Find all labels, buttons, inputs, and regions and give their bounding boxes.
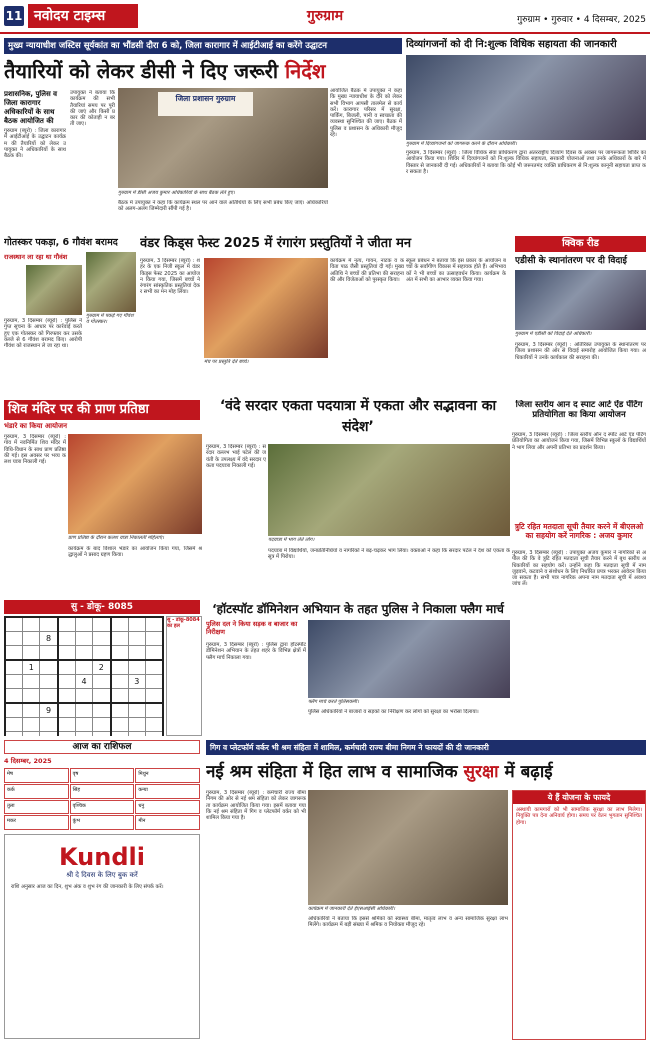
lead-side-title: प्रशासनिक, पुलिस व जिला कारागार अधिकारियों के साथ बैठक आयोजित की <box>4 90 58 125</box>
lead-body-col1: उपायुक्त ने बताया कि कार्यक्रम की सभी तैयारियां समय पर पूरी की जाएं और किसी प्रकार की कोताही न बरती जाए। <box>70 90 115 128</box>
sudoku-cell <box>75 632 92 646</box>
sudoku-cell <box>145 675 163 689</box>
sudoku-cell <box>128 632 145 646</box>
sudoku-cell <box>128 703 145 718</box>
sudoku-cell: 1 <box>23 660 40 675</box>
sudoku-cell <box>145 632 163 646</box>
sudoku-cell: 9 <box>40 703 58 718</box>
hotspot-headline: ‘हॉटस्पॉट डॉमिनेशन अभियान के तहत पुलिस ने निकाला फ्लैग मार्च <box>212 602 504 616</box>
painting-headline: जिला स्तरीय आन द स्पाट आर्ट ऐंड पेंटिंग प्रतियोगिता का किया आयोजन <box>515 400 643 420</box>
lead-headline-part1: तैयारियों को लेकर डीसी ने दिए जरूरी <box>4 59 279 83</box>
sudoku-cell <box>40 660 58 675</box>
cow-body: गुरुग्राम, 3 दिसम्बर (ब्यूरो) : पुलिस ने गुप्त सूचना के आधार पर कार्रवाई करते हुए एक गोतस्कर को गिरफ्तार कर उसके कब्जे से 6 गौवंश बरामद किए। आरोपी गौवंश को राजस्थान ले जा रहा था। <box>4 318 82 350</box>
sudoku-cell <box>23 646 40 661</box>
shram-box-title: ये हैं योजना के फायदे <box>513 791 645 804</box>
sudoku-cell <box>5 718 23 732</box>
sudoku-row <box>5 632 163 646</box>
sudoku-cell <box>145 646 163 661</box>
rashi-sign: मकर <box>4 815 69 830</box>
shiv-subhead: भंडारे का किया आयोजन <box>4 422 68 430</box>
page-number: 11 <box>4 6 24 26</box>
sudoku-row <box>5 689 163 704</box>
sudoku-row <box>5 617 163 632</box>
sudoku-cell <box>93 617 111 632</box>
sudoku-cell <box>75 703 92 718</box>
wonderkids-body-right: स्कूल प्रबंधन ने बताया कि इस प्रकार के आयोजन बच्चों के सर्वांगीण विकास में सहायक होते हैं। अभिभावकों ने भी बच्चों का उत्साहवर्धन किया। कार्यक्रम के अंत में सभी का आभार व्यक्त किया गया। <box>406 258 506 283</box>
cow-subhead: राजस्थान ला रहा था गौवंश <box>4 253 68 261</box>
sudoku-cell <box>23 732 40 737</box>
sudoku-table <box>4 616 164 736</box>
sudoku-cell <box>93 718 111 732</box>
sudoku-cell <box>5 689 23 704</box>
cow-photo <box>86 252 136 312</box>
sudoku-cell <box>5 732 23 737</box>
hotspot-photo <box>308 620 510 698</box>
sudoku-cell <box>111 732 129 737</box>
sudoku-row <box>5 675 163 689</box>
lead-side-column <box>4 90 66 185</box>
sudoku-cell <box>128 718 145 732</box>
hotspot-body-right: पुलिस अधिकारियों ने बाजारों व सड़कों का निरीक्षण कर लोगों को सुरक्षा का भरोसा दिलाया। <box>308 709 479 715</box>
sudoku-cell <box>58 632 76 646</box>
sudoku-cell <box>58 660 76 675</box>
shram-headline-highlight: सुरक्षा <box>463 762 499 782</box>
sudoku-cell <box>5 703 23 718</box>
rashi-sign: कर्क <box>4 784 69 799</box>
sudoku-cell <box>23 632 40 646</box>
sudoku-cell <box>145 703 163 718</box>
vande-body-right: पदयात्रा में विद्यार्थियों, जनप्रतिनिधियों व नागरिकों ने बढ़-चढ़कर भाग लिया। वक्ताओं ने कहा कि सरदार पटेल ने देश को एकता के सूत्र में पिरोया। <box>268 548 510 561</box>
kundli-ad <box>4 834 200 1039</box>
sudoku-row <box>5 703 163 718</box>
rashi-sign: कुंभ <box>70 815 135 830</box>
sudoku-cell <box>40 646 58 661</box>
voter-headline: त्रुटि रहित मतदाता सूची तैयार करने में बीएलओ का सहयोग करें नागरिक : अजय कुमार <box>514 522 644 540</box>
rashi-sign: धनु <box>135 800 200 815</box>
sudoku-cell <box>145 718 163 732</box>
painting-body: गुरुग्राम, 3 दिसम्बर (ब्यूरो) : जिला स्तरीय ऑन द स्पॉट आर्ट एंड पेंटिंग प्रतियोगिता का आयोजन किया गया, जिसमें विभिन्न स्कूलों के विद्यार्थियों ने भाग लिया और अपनी प्रतिभा का प्रदर्शन किया। <box>512 432 646 451</box>
rashi-sign: वृश्चिक <box>70 800 135 815</box>
sudoku-row <box>5 646 163 661</box>
sudoku-cell <box>58 732 76 737</box>
rashi-sign: मिथुन <box>135 768 200 783</box>
sudoku-cell: 2 <box>93 660 111 675</box>
rashifal-date: 4 दिसम्बर, 2025 <box>4 757 52 765</box>
hotspot-body-left: गुरुग्राम, 3 दिसम्बर (ब्यूरो) : पुलिस द्वारा हॉटस्पॉट डॉमिनेशन अभियान के तहत शहर के विभिन्न क्षेत्रों में फ्लैग मार्च निकाला गया। <box>206 642 306 661</box>
sudoku-cell <box>75 718 92 732</box>
lead-photo-banner: जिला प्रशासन गुरुग्राम <box>158 92 253 116</box>
lead-body-right: आयोजित बैठक में उपायुक्त ने कहा कि मुख्य न्यायाधीश के दौरे को लेकर सभी विभाग आपसी तालमेल से कार्य करें। कारागार परिसर में सुरक्षा, पार्किंग, बिजली, पानी व स्वच्छता की व्यवस्था सुनिश्चित की जाए। बैठक में पुलिस व प्रशासन के अधिकारी मौजूद रहे। <box>330 88 402 139</box>
quickread-body: गुरुग्राम, 3 दिसम्बर (ब्यूरो) : अतिरिक्त उपायुक्त के स्थानांतरण पर जिला प्रशासन की ओर से विदाई समारोह आयोजित किया गया। अधिकारियों ने उनके कार्यकाल की सराहना की। <box>515 342 646 361</box>
sudoku-cell <box>23 718 40 732</box>
sudoku-cell <box>40 675 58 689</box>
divyang-body: गुरुग्राम, 3 दिसम्बर (ब्यूरो) : जिला विधिक सेवा प्राधिकरण द्वारा अंतरराष्ट्रीय दिव्यांग दिवस के अवसर पर जागरूकता शिविर का आयोजन किया गया। शिविर में दिव्यांगजनों को नि:शुल्क विधिक सहायता, सरकारी योजनाओं तथा उनके अधिकारों के बारे में विस्तार से जानकारी दी गई। अधिकारियों ने बताया कि कोई भी जरूरतमंद व्यक्ति प्राधिकरण से नि:शुल्क कानूनी सहायता प्राप्त कर सकता है। <box>406 150 646 175</box>
shram-box-body: अस्थायी कामगारों को भी सामाजिक सुरक्षा का लाभ मिलेगा। नियुक्ति पत्र देना अनिवार्य होगा। समय पर वेतन भुगतान सुनिश्चित होगा। <box>516 807 642 826</box>
divyang-headline: दिव्यांगजनों को दी नि:शुल्क विधिक सहायता की जानकारी <box>406 39 617 50</box>
sudoku-cell <box>93 675 111 689</box>
rashifal-title: आज का राशिफल <box>4 740 200 754</box>
sudoku-cell <box>58 617 76 632</box>
sudoku-cell <box>145 732 163 737</box>
sudoku-cell <box>23 703 40 718</box>
sudoku-cell <box>145 689 163 704</box>
wonderkids-body-mid: कार्यक्रम में नृत्य, गायन, नाटक व कविता पाठ जैसी प्रस्तुतियां दी गईं। मुख्य अतिथि ने बच्चों की प्रतिभा की सराहना की और विजेताओं को पुरस्कृत किया। <box>330 258 404 283</box>
sudoku-cell <box>111 718 129 732</box>
kundli-tagline: श्री दे दिवस के लिए बुक करें <box>66 871 138 879</box>
sudoku-cell <box>128 732 145 737</box>
sudoku-cell: 8 <box>40 632 58 646</box>
sudoku-cell: 3 <box>128 675 145 689</box>
sudoku-cell <box>58 689 76 704</box>
rashi-sign: मेष <box>4 768 69 783</box>
sudoku-answer <box>166 616 202 736</box>
sudoku-cell <box>111 660 129 675</box>
divyang-caption: गुरुग्राम में दिव्यांगजनों को जागरूक करने के दौरान अधिकारी। <box>406 141 517 147</box>
sudoku-cell <box>111 617 129 632</box>
rashi-sign: मीन <box>135 815 200 830</box>
sudoku-cell <box>93 646 111 661</box>
vande-caption: पदयात्रा में भाग लेते लोग। <box>268 537 315 543</box>
wonderkids-headline: वंडर किड्स फेस्ट 2025 में रंगारंग प्रस्तुतियों ने जीता मन <box>140 236 412 251</box>
vande-photo <box>268 444 510 536</box>
rashi-sign: कन्या <box>135 784 200 799</box>
kundli-body: राशि अनुसार आज का दिन, शुभ अंक व शुभ रंग की जानकारी के लिए संपर्क करें। <box>11 884 164 890</box>
sudoku-cell <box>75 646 92 661</box>
shram-photo <box>308 790 508 905</box>
shram-headline <box>206 758 646 786</box>
dateline: गुरुग्राम • गुरुवार • 4 दिसम्बर, 2025 <box>517 15 646 25</box>
shram-caption: कार्यक्रम में जानकारी देते ईएसआईसी अधिकारी। <box>308 906 395 912</box>
strip-headline: मुख्य न्यायाधीश जस्टिस सूर्यकांत का भौंडसी दौरा 6 को, जिला कारागार में आईटीआई का करेंगे उद्घाटन <box>4 38 402 54</box>
rashi-sign: सिंह <box>70 784 135 799</box>
sudoku-cell <box>111 689 129 704</box>
sudoku-cell <box>75 689 92 704</box>
sudoku-cell <box>58 646 76 661</box>
vande-headline: ‘वंदे सरदार एकता पदयात्रा में एकता और सद्भावना का संदेश’ <box>219 398 497 435</box>
wonderkids-photo <box>204 258 328 358</box>
sudoku-grid <box>4 616 164 736</box>
sudoku-cell <box>23 675 40 689</box>
rashi-sign: तुला <box>4 800 69 815</box>
rashi-sign: वृष <box>70 768 135 783</box>
sudoku-cell <box>58 675 76 689</box>
sudoku-row <box>5 660 163 675</box>
shram-box <box>512 790 646 1040</box>
quickread-caption: गुरुग्राम में एडीसी को विदाई देते अधिकारी। <box>515 331 592 337</box>
sudoku-cell <box>75 617 92 632</box>
lead-caption: गुरुग्राम में डीसी अजय कुमार अधिकारियों के साथ बैठक लेते हुए। <box>118 190 235 196</box>
shiv-headline: शिव मंदिर पर की प्राण प्रतिष्ठा <box>4 400 200 420</box>
sudoku-row <box>5 718 163 732</box>
sudoku-cell <box>128 646 145 661</box>
sudoku-cell <box>58 718 76 732</box>
lead-headline <box>4 56 404 86</box>
sudoku-cell <box>5 646 23 661</box>
sudoku-cell <box>40 732 58 737</box>
vande-body-left: गुरुग्राम, 3 दिसम्बर (ब्यूरो) : सरदार वल्लभ भाई पटेल की जयंती के उपलक्ष्य में वंदे सरदार एकता पदयात्रा निकाली गई। <box>206 444 266 469</box>
section-name: गुरुग्राम <box>306 8 344 24</box>
sudoku-cell <box>111 675 129 689</box>
shram-strip: गिग व प्लेटफॉर्म वर्कर भी श्रम संहिता में शामिल, कर्मचारी राज्य बीमा निगम ने फायदों की दी जानकारी <box>206 740 646 755</box>
sudoku-cell <box>23 689 40 704</box>
sudoku-cell <box>5 675 23 689</box>
cow-inset-photo <box>26 265 82 315</box>
cow-headline: गोतस्कर पकड़ा, 6 गौवंश बरामद <box>4 237 118 248</box>
sudoku-cell <box>93 732 111 737</box>
sudoku-cell <box>23 617 40 632</box>
shiv-caption: प्राण प्रतिष्ठा के दौरान कलश यात्रा निकालती महिलाएं। <box>68 535 164 541</box>
shram-headline-part1: नई श्रम संहिता में हित लाभ व सामाजिक <box>206 762 458 782</box>
voter-body: गुरुग्राम, 3 दिसम्बर (ब्यूरो) : उपायुक्त अजय कुमार ने नागरिकों से अपील की कि वे त्रुटि रहित मतदाता सूची तैयार करने में बूथ स्तरीय अधिकारियों का सहयोग करें। उन्होंने कहा कि मतदाता सूची में नाम जुड़वाने, कटवाने व संशोधन के लिए निर्धारित प्रपत्र भरकर आवेदन किया जा सकता है। सभी पात्र नागरिक अपना नाम मतदाता सूची में अवश्य जांच लें। <box>512 550 646 588</box>
sudoku-cell <box>5 617 23 632</box>
sudoku-cell <box>75 732 92 737</box>
sudoku-cell <box>5 660 23 675</box>
kundli-brand: Kundli <box>59 843 145 871</box>
sudoku-cell <box>93 689 111 704</box>
lead-side-body: गुरुग्राम (ब्यूरो) : जिला कारागार में आईटीआई के उद्घाटन कार्यक्रम की तैयारियों को लेकर उपायुक्त ने अधिकारियों के साथ बैठक की। <box>4 128 66 160</box>
sudoku-cell <box>128 660 145 675</box>
sudoku-cell <box>93 703 111 718</box>
sudoku-cell <box>111 632 129 646</box>
lead-headline-highlight: निर्देश <box>285 59 326 83</box>
sudoku-cell <box>128 617 145 632</box>
sudoku-cell <box>40 617 58 632</box>
shram-body-left: गुरुग्राम, 3 दिसम्बर (ब्यूरो) : कर्मचारी राज्य बीमा निगम की ओर से नई श्रम संहिता को लेकर जागरूकता कार्यक्रम आयोजित किया गया। इसमें बताया गया कि नई श्रम संहिता में गिग व प्लेटफॉर्म वर्कर को भी शामिल किया गया है। <box>206 790 306 822</box>
sudoku-cell <box>128 689 145 704</box>
sudoku-title: सु - डोकू- 8085 <box>4 600 200 614</box>
cow-caption: गुरुग्राम में पकड़े गए गौवंश व गोतस्कर। <box>86 313 134 325</box>
quickread-photo <box>515 270 646 330</box>
hotspot-caption: फ्लैग मार्च करते पुलिसकर्मी। <box>308 699 359 705</box>
shiv-photo <box>68 434 202 534</box>
brand-logo: नवोदय टाइम्स <box>28 4 138 28</box>
sudoku-cell <box>111 646 129 661</box>
wonderkids-body-left: गुरुग्राम, 3 दिसम्बर (ब्यूरो) : शहर के एक निजी स्कूल में वंडर किड्स फेस्ट 2025 का आयोजन किया गया, जिसमें बच्चों ने रंगारंग सांस्कृतिक प्रस्तुतियां देकर सभी का मन मोह लिया। <box>140 258 200 296</box>
sudoku-row <box>5 732 163 737</box>
sudoku-cell <box>145 660 163 675</box>
sudoku-cell <box>75 660 92 675</box>
sudoku-cell <box>145 617 163 632</box>
sudoku-cell <box>40 718 58 732</box>
shiv-body-right: कार्यक्रम के बाद विशाल भंडारे का आयोजन किया गया, जिसमें श्रद्धालुओं ने प्रसाद ग्रहण किया। <box>68 546 202 559</box>
hotspot-subhead: पुलिस दल ने किया सड़क व बाजार का निरीक्षण <box>206 620 298 636</box>
sudoku-cell <box>111 703 129 718</box>
wonderkids-caption: मंच पर प्रस्तुति देते बच्चे। <box>204 359 249 365</box>
shram-headline-part3: में बढ़ाई <box>504 762 553 782</box>
sudoku-cell <box>5 632 23 646</box>
quickread-label: क्विक रीड <box>515 236 646 252</box>
sudoku-cell <box>93 632 111 646</box>
shram-body-mid: अधिकारियों ने बताया कि इससे श्रमिकों को स्वास्थ्य बीमा, मातृत्व लाभ व अन्य सामाजिक सुरक्षा लाभ मिलेंगे। कार्यक्रम में बड़ी संख्या में श्रमिक व नियोक्ता मौजूद रहे। <box>308 916 508 929</box>
sudoku-cell: 4 <box>75 675 92 689</box>
rashifal-grid <box>4 768 200 830</box>
quickread-headline: एडीसी के स्थानांतरण पर दी विदाई <box>515 256 627 266</box>
divyang-photo <box>406 55 646 140</box>
sudoku-cell <box>40 689 58 704</box>
sudoku-answer-title: सु - डोकू-8084 का हल <box>167 617 200 629</box>
sudoku-cell <box>58 703 76 718</box>
lead-body-bottom: बैठक में उपायुक्त ने कहा कि कार्यक्रम स्थल पर आने वाले अतिथियों के लिए सभी प्रबंध किए जाएं। अधिकारियों को अलग-अलग जिम्मेदारी सौंपी गई है। <box>118 200 328 213</box>
lead-photo <box>118 88 328 188</box>
shiv-body-left: गुरुग्राम, 3 दिसम्बर (ब्यूरो) : गांव में नवनिर्मित शिव मंदिर में विधि-विधान के साथ प्राण प्रतिष्ठा की गई। इस अवसर पर भव्य कलश यात्रा निकाली गई। <box>4 434 66 466</box>
